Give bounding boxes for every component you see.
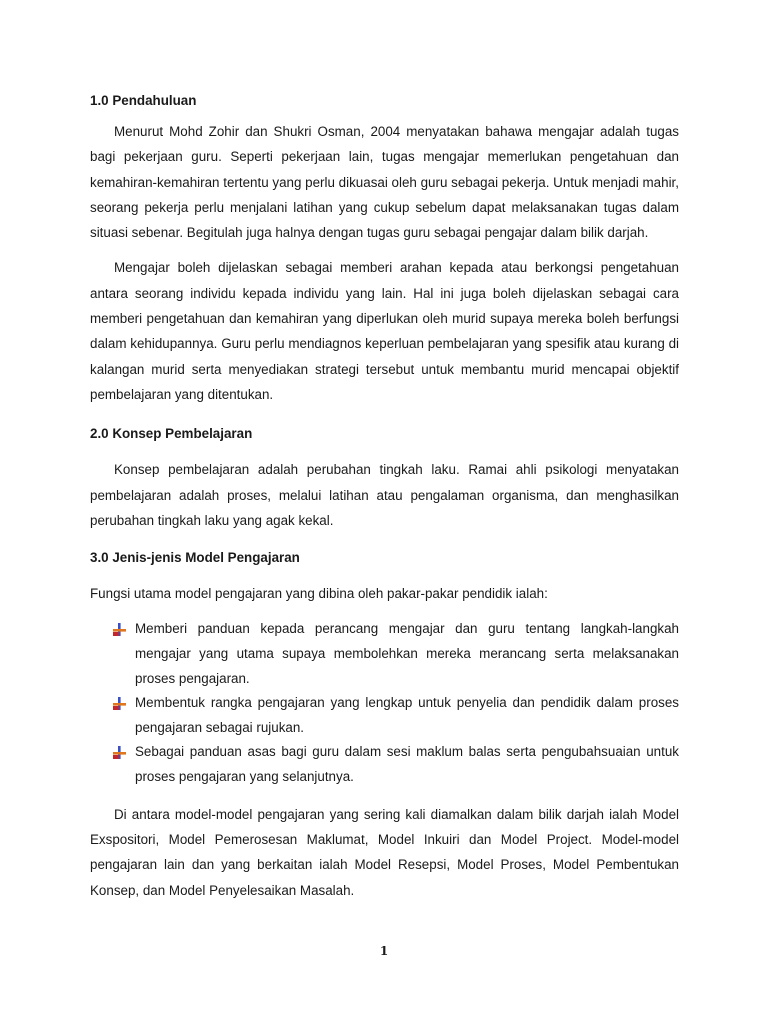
list-item (135, 740, 679, 789)
arrow-bullet-icon (113, 623, 126, 636)
section-heading-jenis-model: 3.0 Jenis-jenis Model Pengajaran (90, 550, 300, 566)
list-item (135, 691, 679, 740)
bullet-text: Memberi panduan kepada perancang mengajar dan guru tentang langkah-langkah mengajar yang utama supaya membolehkan mereka merancang serta melaksanakan proses pengajaran. (135, 621, 679, 686)
paragraph-pendahuluan-1: Menurut Mohd Zohir dan Shukri Osman, 2004 menyatakan bahawa mengajar adalah tugas bagi pekerjaan guru. Seperti pekerjaan lain, tugas mengajar memerlukan pengetahuan dan kemahiran-kemahiran tertentu yang perlu dikuasai oleh guru sebagai pekerja. Untuk menjadi mahir, seorang pekerja perlu menjalani latihan yang cukup sebelum dapat melaksanakan tugas dalam situasi sebenar. Begitulah juga halnya dengan tugas guru sebagai pengajar dalam bilik darjah. (90, 124, 679, 241)
paragraph-model-pengajaran: Di antara model-model pengajaran yang sering kali diamalkan dalam bilik darjah ialah Model Exspositori, Model Pemerosesan Maklumat, Model Inkuiri dan Model Project. Model-model pengajaran lain dan yang berkaitan ialah Model Resepsi, Model Proses, Model Pembentukan Konsep, dan Model Penyelesaikan Masalah. (90, 806, 679, 898)
section-heading-konsep-pembelajaran: 2.0 Konsep Pembelajaran (90, 426, 253, 442)
paragraph-fungsi-intro: Fungsi utama model pengajaran yang dibina oleh pakar-pakar pendidik ialah: (90, 586, 548, 602)
paragraph-konsep-pembelajaran: Konsep pembelajaran adalah perubahan tingkah laku. Ramai ahli psikologi menyatakan pembelajaran adalah proses, melalui latihan atau pengalaman organisma, dan menghasilkan perubahan tingkah laku yang agak kekal. (90, 462, 679, 528)
paragraph-pendahuluan-2: Mengajar boleh dijelaskan sebagai memberi arahan kepada atau berkongsi pengetahuan antara seorang individu kepada individu yang lain. Hal ini juga boleh dijelaskan sebagai cara memberi pengetahuan dan kemahiran yang diperlukan oleh murid supaya mereka boleh berfungsi dalam kehidupannya. Guru perlu mendiagnos keperluan pembelajaran yang spesifik atau kurang di kalangan murid serta menyediakan strategi tersebut untuk membantu murid mencapai objektif pembelajaran yang ditentukan. (90, 260, 679, 402)
document-body (90, 90, 679, 903)
list-item (135, 617, 679, 691)
arrow-bullet-icon (113, 697, 126, 710)
fungsi-bullet-list (90, 617, 679, 789)
arrow-bullet-icon (113, 746, 126, 759)
section-heading-pendahuluan: 1.0 Pendahuluan (90, 93, 197, 108)
bullet-text: Sebagai panduan asas bagi guru dalam sesi maklum balas serta pengubahsuaian untuk proses pengajaran yang selanjutnya. (135, 744, 679, 785)
page-number: 1 (379, 944, 389, 958)
bullet-text: Membentuk rangka pengajaran yang lengkap untuk penyelia dan pendidik dalam proses pengajaran sebagai rujukan. (135, 695, 679, 735)
